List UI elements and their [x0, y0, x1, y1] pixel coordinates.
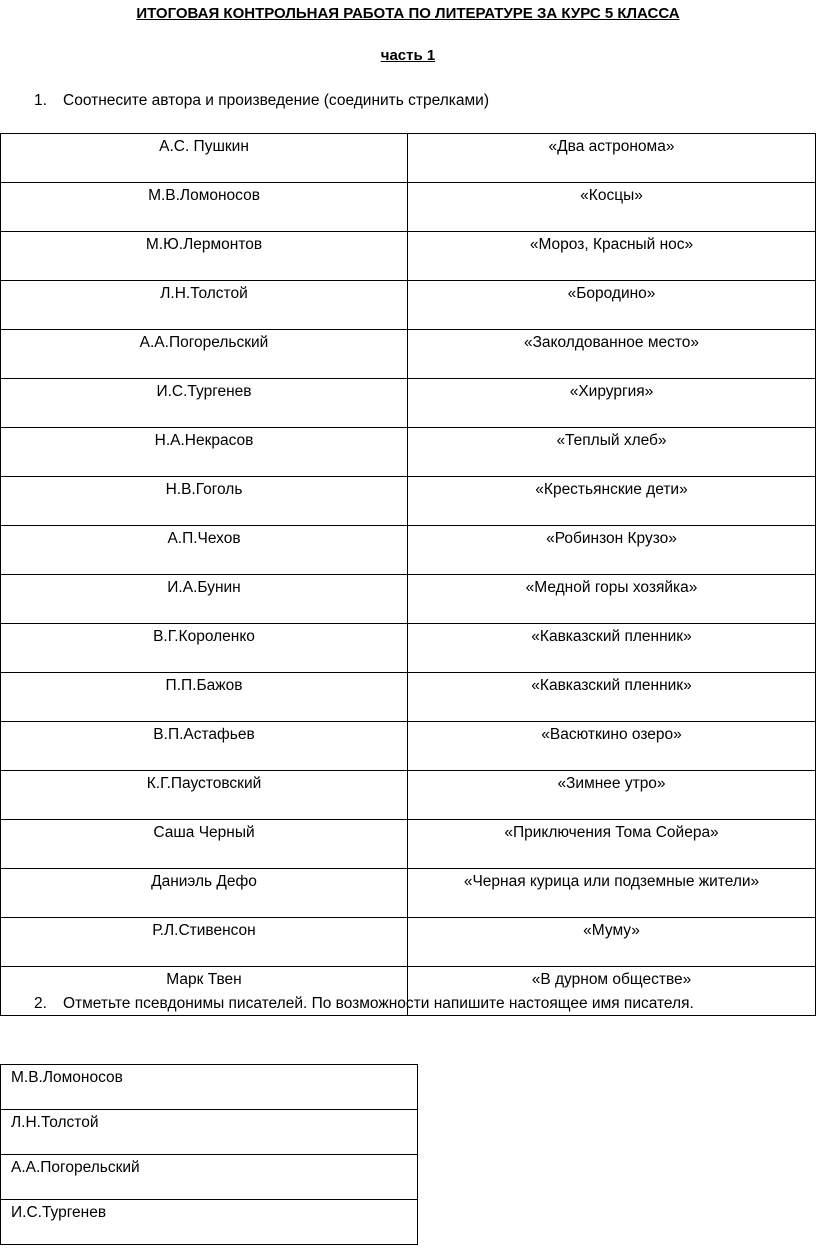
question-1-text: Соотнесите автора и произведение (соединить стрелками)	[63, 92, 489, 109]
table-row	[1, 379, 816, 428]
author-work-table	[0, 133, 816, 1016]
author-cell: Н.В.Гоголь	[1, 477, 408, 526]
table-row	[1, 624, 816, 673]
work-cell: «Теплый хлеб»	[408, 428, 816, 477]
table-row	[1, 1155, 418, 1200]
author-cell: В.Г.Короленко	[1, 624, 408, 673]
table-row	[1, 281, 816, 330]
question-1	[34, 92, 489, 110]
question-2-text: Отметьте псевдонимы писателей. По возможности напишите настоящее имя писателя.	[63, 995, 694, 1012]
work-cell: «Приключения Тома Сойера»	[408, 820, 816, 869]
page-title: ИТОГОВАЯ КОНТРОЛЬНАЯ РАБОТА ПО ЛИТЕРАТУРЕ ЗА КУРС 5 КЛАССА	[136, 5, 680, 22]
work-cell: «Робинзон Крузо»	[408, 526, 816, 575]
author-cell: Л.Н.Толстой	[1, 281, 408, 330]
work-cell: «Муму»	[408, 918, 816, 967]
work-cell: «Бородино»	[408, 281, 816, 330]
work-cell: «Два астронома»	[408, 134, 816, 183]
table-row	[1, 330, 816, 379]
table-row	[1, 183, 816, 232]
pseudonym-table	[0, 1064, 418, 1245]
work-cell: «Крестьянские дети»	[408, 477, 816, 526]
question-1-number: 1.	[34, 92, 47, 109]
author-cell: А.П.Чехов	[1, 526, 408, 575]
author-cell: Марк Твен	[1, 967, 408, 1016]
work-cell: «Кавказский пленник»	[408, 673, 816, 722]
author-cell: Саша Черный	[1, 820, 408, 869]
author-cell: А.С. Пушкин	[1, 134, 408, 183]
table-row	[1, 232, 816, 281]
author-cell: Даниэль Дефо	[1, 869, 408, 918]
table-row	[1, 428, 816, 477]
writer-cell: И.С.Тургенев	[1, 1200, 418, 1245]
table-row	[1, 820, 816, 869]
writer-cell: Л.Н.Толстой	[1, 1110, 418, 1155]
author-cell: А.А.Погорельский	[1, 330, 408, 379]
question-2	[34, 995, 694, 1013]
table-row	[1, 1065, 418, 1110]
author-cell: М.В.Ломоносов	[1, 183, 408, 232]
question-2-number: 2.	[34, 995, 47, 1012]
author-cell: И.С.Тургенев	[1, 379, 408, 428]
author-cell: П.П.Бажов	[1, 673, 408, 722]
work-cell: «Косцы»	[408, 183, 816, 232]
author-cell: К.Г.Паустовский	[1, 771, 408, 820]
table-row	[1, 526, 816, 575]
writer-cell: М.В.Ломоносов	[1, 1065, 418, 1110]
author-cell: Р.Л.Стивенсон	[1, 918, 408, 967]
table-row	[1, 575, 816, 624]
author-cell: В.П.Астафьев	[1, 722, 408, 771]
table-row	[1, 771, 816, 820]
table-row	[1, 134, 816, 183]
work-cell: «Кавказский пленник»	[408, 624, 816, 673]
work-cell: «В дурном обществе»	[408, 967, 816, 1016]
table-row	[1, 477, 816, 526]
author-cell: М.Ю.Лермонтов	[1, 232, 408, 281]
table-row	[1, 918, 816, 967]
work-cell: «Зимнее утро»	[408, 771, 816, 820]
work-cell: «Васюткино озеро»	[408, 722, 816, 771]
table-row	[1, 1110, 418, 1155]
author-cell: Н.А.Некрасов	[1, 428, 408, 477]
table-row	[1, 869, 816, 918]
page-subtitle: часть 1	[380, 47, 436, 64]
table-row	[1, 673, 816, 722]
table-row	[1, 722, 816, 771]
work-cell: «Медной горы хозяйка»	[408, 575, 816, 624]
work-cell: «Черная курица или подземные жители»	[408, 869, 816, 918]
writer-cell: А.А.Погорельский	[1, 1155, 418, 1200]
work-cell: «Заколдованное место»	[408, 330, 816, 379]
author-cell: И.А.Бунин	[1, 575, 408, 624]
table-row	[1, 1200, 418, 1245]
work-cell: «Хирургия»	[408, 379, 816, 428]
work-cell: «Мороз, Красный нос»	[408, 232, 816, 281]
